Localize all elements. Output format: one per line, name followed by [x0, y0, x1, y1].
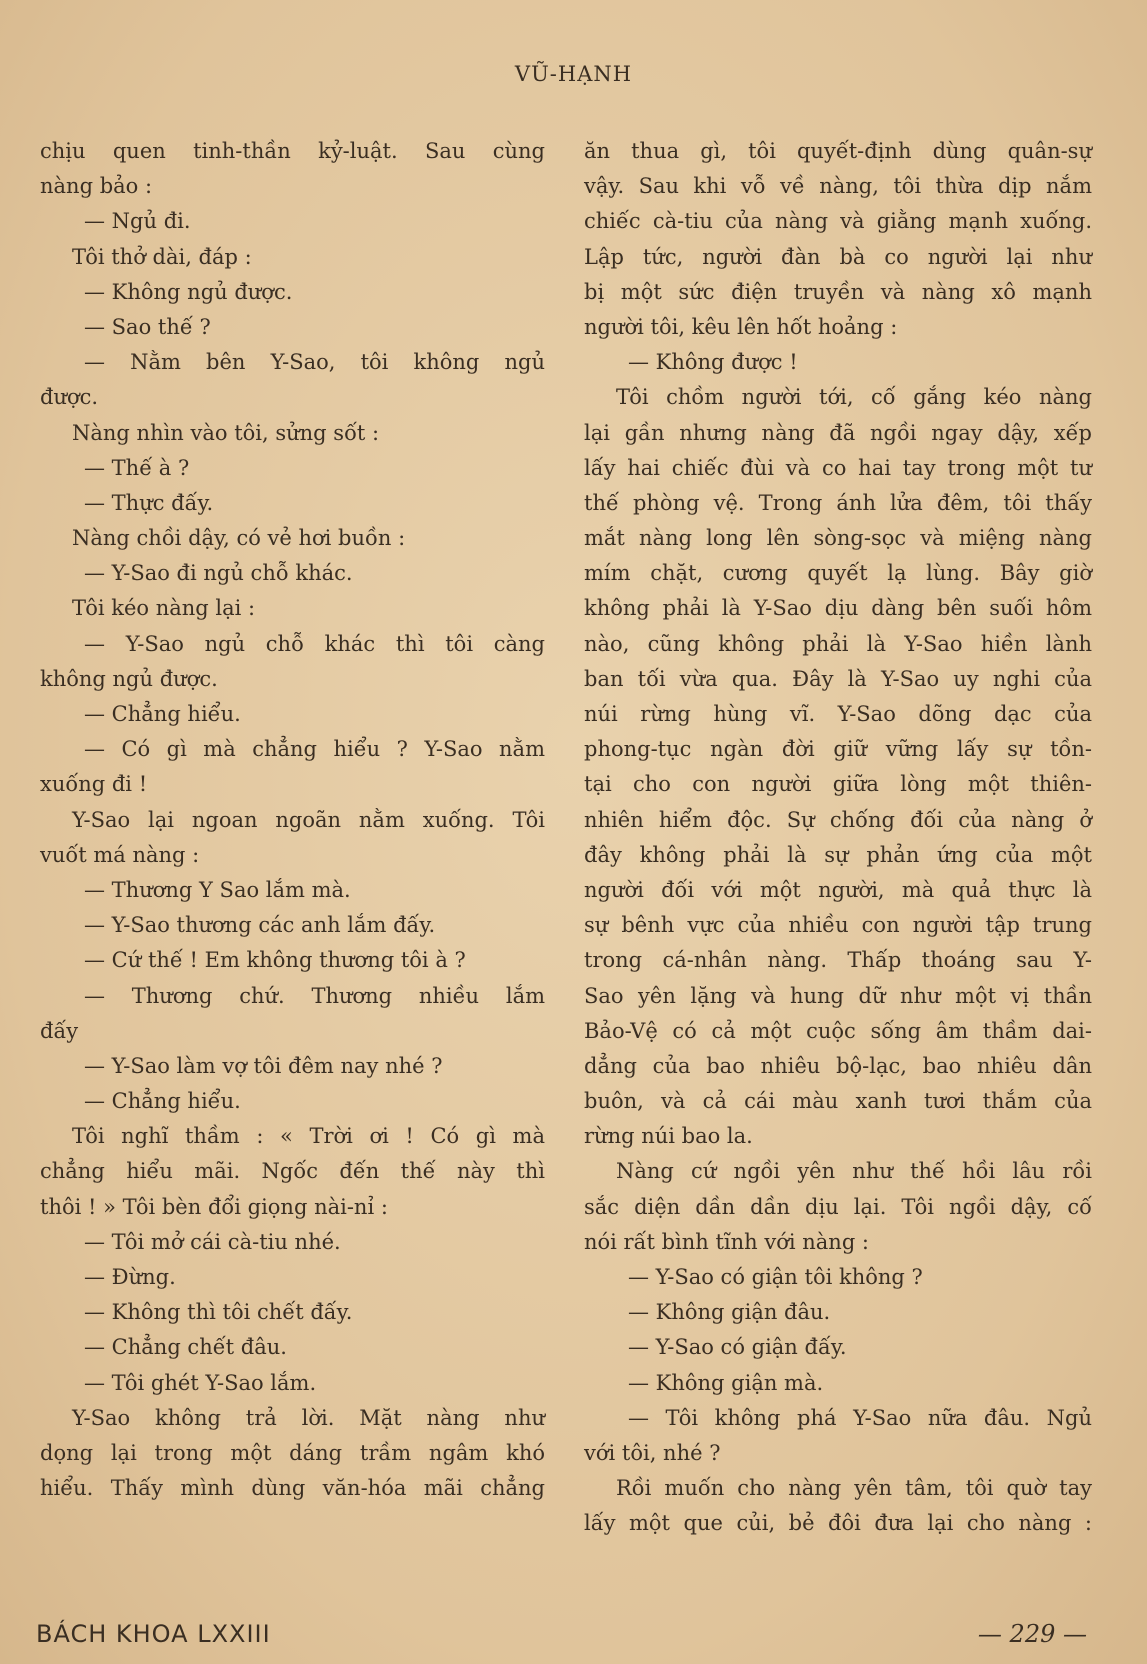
text-line: chẳng hiểu mãi. Ngốc đến thế này thì	[40, 1159, 545, 1184]
text-line: ăn thua gì, tôi quyết-định dùng quân-sự	[584, 139, 1092, 163]
text-line: xuống đi !	[40, 772, 148, 797]
text-line: đây không phải là sự phản ứng của một	[584, 842, 1092, 867]
running-title: VŨ-HẠNH	[514, 62, 633, 86]
text-line: Tôi thở dài, đáp :	[72, 244, 252, 269]
text-line: — Không thì tôi chết đấy.	[84, 1300, 353, 1325]
text-line: vuốt má nàng :	[40, 842, 200, 867]
text-line: không phải là Y-Sao dịu dàng bên suối hôm	[584, 596, 1092, 621]
text-line: — Chẳng chết đâu.	[84, 1335, 287, 1360]
text-line: được.	[40, 385, 99, 410]
text-line: Sao yên lặng và hung dữ như một vị thần	[584, 983, 1092, 1008]
text-line: — Y-Sao thương các anh lắm đấy.	[84, 913, 436, 938]
text-line: mím chặt, cương quyết lạ lùng. Bây giờ	[584, 561, 1092, 586]
magazine-name: BÁCH KHOA LXXIII	[36, 1620, 271, 1648]
text-line: sự bênh vực của nhiều con người tập trung	[584, 913, 1092, 938]
text-line: nói rất bình tĩnh với nàng :	[584, 1229, 870, 1254]
text-line: — Sao thế ?	[84, 314, 211, 339]
text-line: — Không giận đâu.	[628, 1300, 831, 1325]
text-line: Rồi muốn cho nàng yên tâm, tôi quờ tay	[616, 1476, 1092, 1501]
text-line: với tôi, nhé ?	[584, 1440, 721, 1465]
text-line: Bảo-Vệ có cả một cuộc sống âm thầm dai-	[584, 1018, 1092, 1043]
text-line: — Thực đấy.	[84, 490, 214, 515]
text-line: vậy. Sau khi vỗ về nàng, tôi thừa dịp nắm	[584, 174, 1092, 199]
text-line: — Không giận mà.	[628, 1370, 824, 1395]
text-line: — Tôi không phá Y-Sao nữa đâu. Ngủ	[628, 1405, 1092, 1430]
text-line: — Y-Sao có giận đấy.	[628, 1335, 847, 1360]
text-line: — Tôi ghét Y-Sao lắm.	[84, 1370, 317, 1395]
text-line: — Y-Sao có giận tôi không ?	[628, 1265, 923, 1289]
text-line: không ngủ được.	[40, 666, 218, 691]
text-line: — Có gì mà chẳng hiểu ? Y-Sao nằm	[84, 737, 545, 762]
text-line: buôn, và cả cái màu xanh tươi thắm của	[584, 1089, 1092, 1114]
text-line: nào, cũng không phải là Y-Sao hiền lành	[584, 631, 1092, 656]
text-line: hiểu. Thấy mình dùng văn-hóa mãi chẳng	[40, 1476, 545, 1501]
text-line: bị một sức điện truyền và nàng xô mạnh	[584, 279, 1092, 304]
right-text-column	[584, 134, 1092, 1542]
text-line: thôi ! » Tôi bèn đổi giọng nài-nỉ :	[40, 1194, 388, 1219]
text-line: — Chẳng hiểu.	[84, 702, 241, 726]
text-line: lấy một que củi, bẻ đôi đưa lại cho nàng :	[584, 1511, 1092, 1536]
text-line: chiếc cà-tiu của nàng và giằng mạnh xuống.	[584, 209, 1092, 234]
text-line: — Y-Sao đi ngủ chỗ khác.	[84, 561, 353, 586]
text-line: núi rừng hùng vĩ. Y-Sao dõng dạc của	[584, 702, 1092, 726]
text-line: Tôi kéo nàng lại :	[72, 596, 256, 621]
text-line: đấy	[40, 1018, 79, 1043]
text-line: sắc diện dần dần dịu lại. Tôi ngồi dậy, cố	[584, 1194, 1092, 1219]
text-line: Lập tức, người đàn bà co người lại như	[584, 244, 1092, 269]
left-text-column	[40, 134, 545, 1506]
text-line: — Chẳng hiểu.	[84, 1089, 241, 1114]
text-line: Nàng cứ ngồi yên như thế hồi lâu rồi	[616, 1159, 1092, 1184]
text-line: Tôi nghĩ thầm : « Trời ơi ! Có gì mà	[72, 1124, 545, 1149]
text-line: Nàng chồi dậy, có vẻ hơi buồn :	[72, 526, 406, 551]
text-line: tại cho con người giữa lòng một thiên-	[584, 772, 1092, 797]
text-line: — Đừng.	[84, 1265, 176, 1289]
text-line: thế phòng vệ. Trong ánh lửa đêm, tôi thấy	[584, 490, 1092, 515]
text-line: — Nằm bên Y-Sao, tôi không ngủ	[84, 350, 545, 375]
text-line: — Cứ thế ! Em không thương tôi à ?	[84, 948, 466, 973]
text-line: — Không ngủ được.	[84, 279, 293, 304]
text-line: — Thương chứ. Thương nhiều lắm	[84, 983, 545, 1008]
text-line: lấy hai chiếc đùi và co hai tay trong một tư	[584, 455, 1092, 480]
text-line: nàng bảo :	[40, 174, 153, 199]
text-line: — Y-Sao ngủ chỗ khác thì tôi càng	[84, 631, 545, 656]
text-line: rừng núi bao la.	[584, 1124, 753, 1149]
text-line: chịu quen tinh-thần kỷ-luật. Sau cùng	[40, 139, 545, 163]
text-line: — Tôi mở cái cà-tiu nhé.	[84, 1229, 341, 1254]
text-line: — Không được !	[628, 350, 798, 375]
text-line: ban tối vừa qua. Đây là Y-Sao uy nghi của	[584, 666, 1092, 691]
text-line: dọng lại trong một dáng trầm ngâm khó	[40, 1440, 545, 1465]
text-line: người đối với một người, mà quả thực là	[584, 877, 1092, 902]
text-line: — Y-Sao làm vợ tôi đêm nay nhé ?	[84, 1053, 443, 1078]
text-line: Y-Sao lại ngoan ngoãn nằm xuống. Tôi	[72, 807, 545, 832]
text-line: — Ngủ đi.	[84, 209, 191, 234]
text-line: phong-tục ngàn đời giữ vững lấy sự tồn-	[584, 737, 1092, 762]
text-line: nhiên hiểm độc. Sự chống đối của nàng ở	[584, 807, 1092, 832]
text-line: lại gần nhưng nàng đã ngồi ngay dậy, xếp	[584, 420, 1092, 445]
text-line: Nàng nhìn vào tôi, sửng sốt :	[72, 420, 380, 445]
text-line: — Thế à ?	[84, 455, 190, 480]
text-line: người tôi, kêu lên hốt hoảng :	[584, 314, 898, 339]
text-line: trong cá-nhân nàng. Thấp thoáng sau Y-	[584, 948, 1092, 973]
text-line: mắt nàng long lên sòng-sọc và miệng nàng	[584, 526, 1092, 551]
text-line: — Thương Y Sao lắm mà.	[84, 877, 351, 902]
page-number: — 229 —	[977, 1620, 1087, 1648]
text-line: Tôi chồm người tới, cố gắng kéo nàng	[616, 385, 1092, 410]
text-line: dẳng của bao nhiêu bộ-lạc, bao nhiêu dân	[584, 1053, 1092, 1078]
text-line: Y-Sao không trả lời. Mặt nàng như	[72, 1405, 545, 1430]
